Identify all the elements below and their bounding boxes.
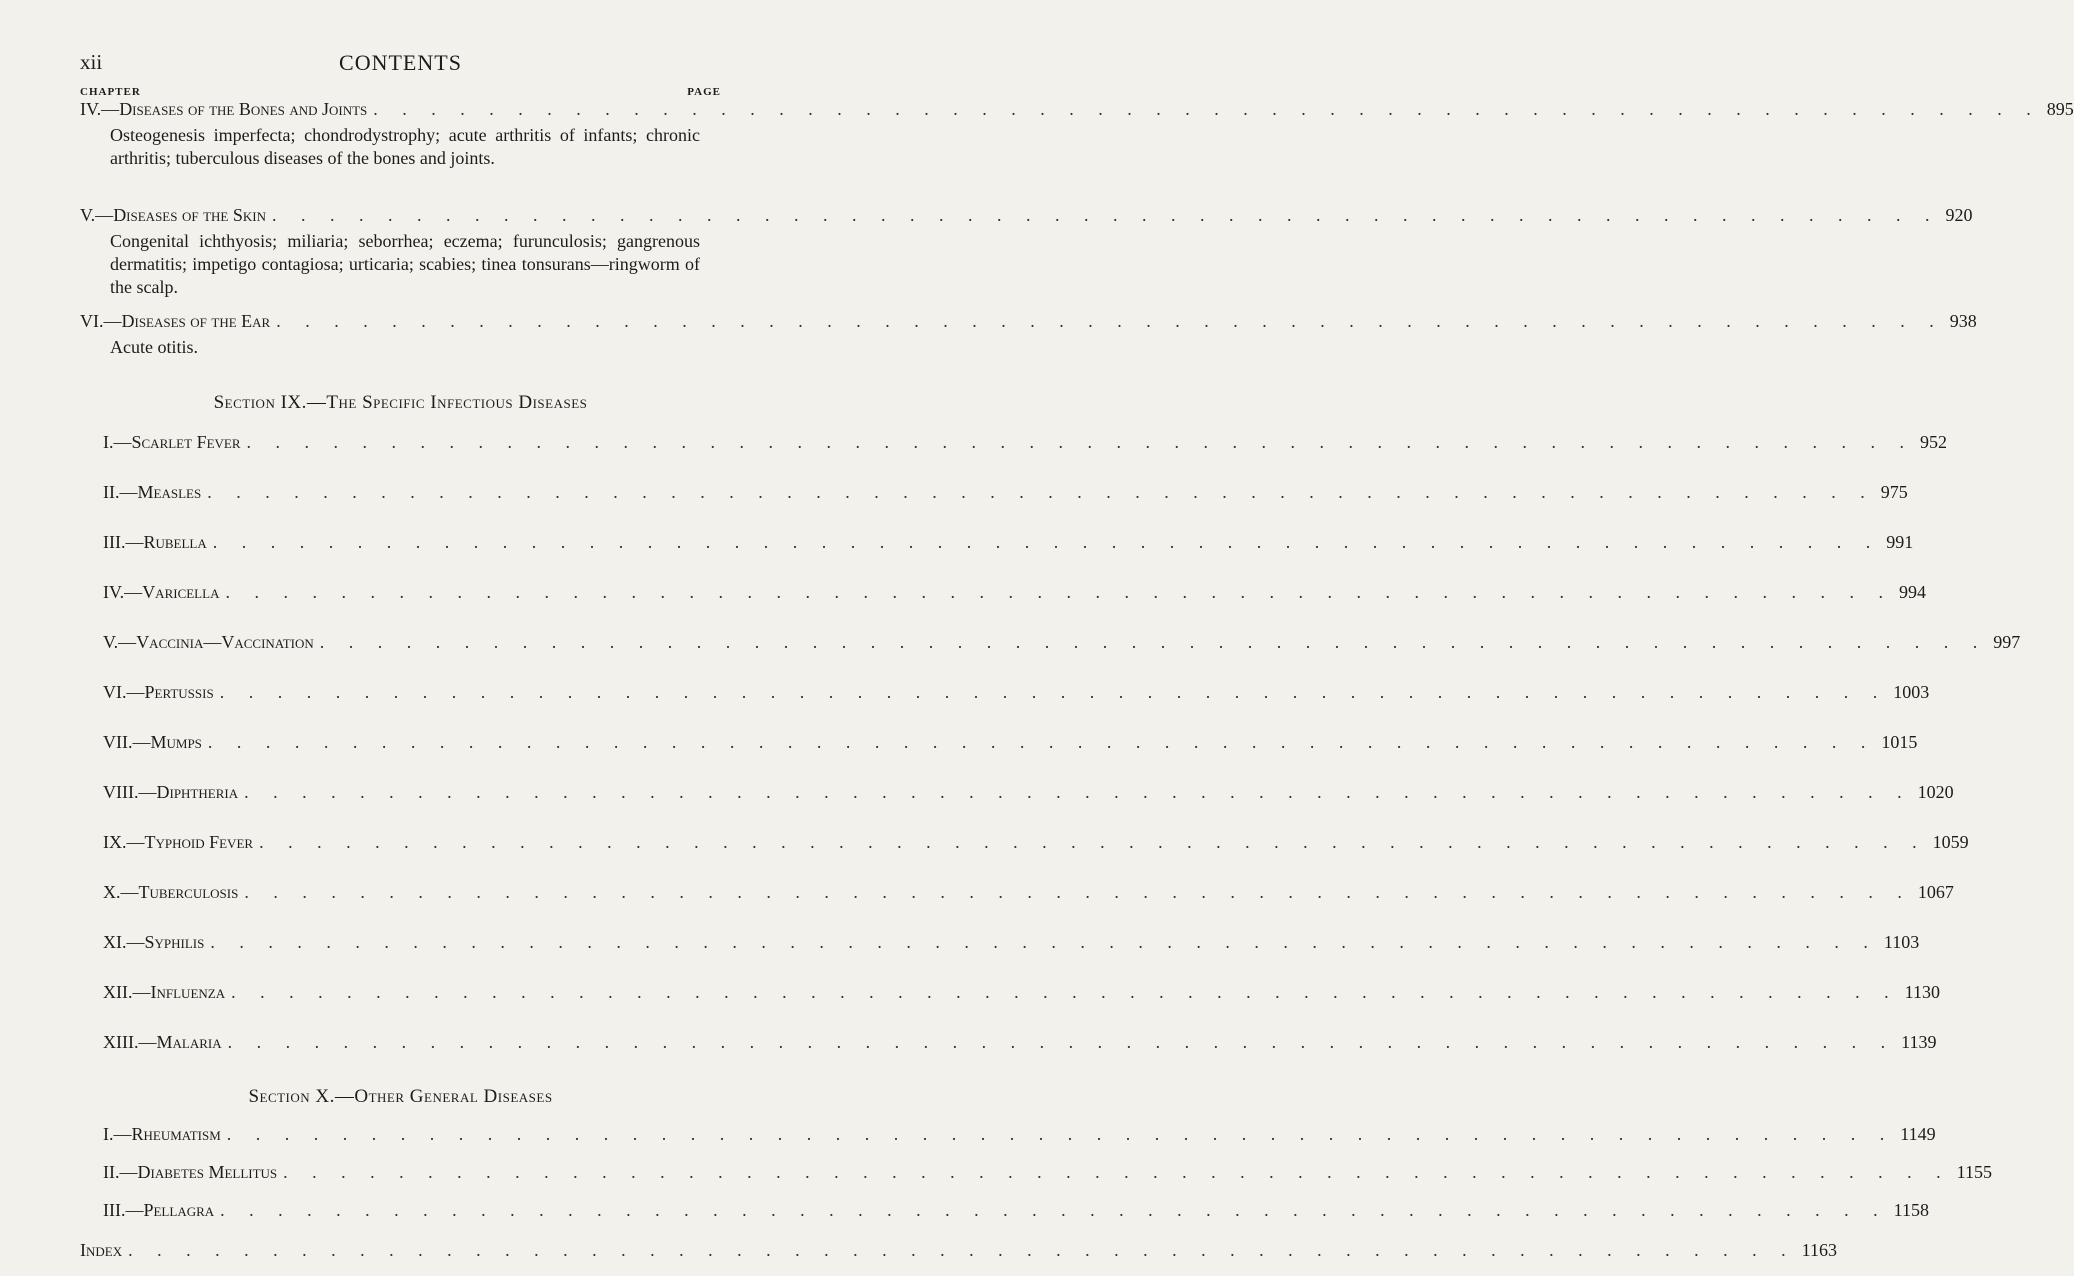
toc-entry xyxy=(103,632,2021,653)
toc-entry xyxy=(103,882,1954,903)
page-number: xii xyxy=(80,50,103,74)
toc-entry xyxy=(103,482,1908,503)
dot-leader: . . . . . . . . . . . . . . . . . . . . . . . . . . . . . . . . . . . . . . . . . . . . . . . . . . . . . . . . . . xyxy=(231,982,1899,1002)
toc-entry xyxy=(80,205,1973,226)
dot-leader: . . . . . . . . . . . . . . . . . . . . . . . . . . . . . . . . . . . . . . . . . . . . . . . . . . . . . . . . . . xyxy=(227,1032,1896,1052)
chapter-number: IV.— xyxy=(80,99,120,119)
chapter-title: Scarlet Fever xyxy=(131,432,241,452)
page-ref: 1003 xyxy=(1893,682,1930,702)
dot-leader: . . . . . . . . . . . . . . . . . . . . . . . . . . . . . . . . . . . . . . . . . . . . . . . . . . . . . . . . . . xyxy=(220,1200,1888,1220)
page-ref: 952 xyxy=(1920,432,1948,452)
chapter-number: IX.— xyxy=(103,832,145,852)
page-ref: 895 xyxy=(2046,99,2074,119)
section-heading: Section IX.—The Specific Infectious Diseases xyxy=(213,392,588,413)
page-ref: 1158 xyxy=(1893,1200,1929,1220)
dot-leader: . . . . . . . . . . . . . . . . . . . . . . . . . . . . . . . . . . . . . . . . . . . . . . . . . . . . . . . . . . xyxy=(225,582,1893,602)
dot-leader: . . . . . . . . . . . . . . . . . . . . . . . . . . . . . . . . . . . . . . . . . . . . . . . . . . . . . . . . . . xyxy=(128,1240,1796,1260)
page-ref: 975 xyxy=(1880,482,1908,502)
chapter-number: V.— xyxy=(103,632,137,652)
chapter-number: X.— xyxy=(103,882,139,902)
dot-leader: . . . . . . . . . . . . . . . . . . . . . . . . . . . . . . . . . . . . . . . . . . . . . . . . . . . . . . . . . . xyxy=(276,311,1944,331)
page-ref: 1059 xyxy=(1932,832,1969,852)
page-ref: 1020 xyxy=(1917,782,1954,802)
chapter-title: Pellagra xyxy=(143,1200,215,1220)
dot-leader: . . . . . . . . . . . . . . . . . . . . . . . . . . . . . . . . . . . . . . . . . . . . . . . . . . . . . . . . . . xyxy=(319,632,1988,652)
page-ref: 1103 xyxy=(1883,932,1920,952)
dot-leader: . . . . . . . . . . . . . . . . . . . . . . . . . . . . . . . . . . . . . . . . . . . . . . . . . . . . . . . . . . xyxy=(226,1124,1895,1144)
toc-entry xyxy=(80,311,1977,332)
dot-leader: . . . . . . . . . . . . . . . . . . . . . . . . . . . . . . . . . . . . . . . . . . . . . . . . . . . . . . . . . . xyxy=(373,99,2041,119)
page-ref: 920 xyxy=(1945,205,1973,225)
dot-leader: . . . . . . . . . . . . . . . . . . . . . . . . . . . . . . . . . . . . . . . . . . . . . . . . . . . . . . . . . . xyxy=(212,532,1881,552)
chapter-title: Diabetes Mellitus xyxy=(137,1162,278,1182)
toc-entry xyxy=(103,732,1918,753)
page-ref: 938 xyxy=(1949,311,1977,331)
chapter-title: Rheumatism xyxy=(131,1124,221,1144)
chapter-number: XI.— xyxy=(103,932,145,952)
chapter-number: IV.— xyxy=(103,582,143,602)
toc-entry xyxy=(103,982,1940,1003)
dot-leader: . . . . . . . . . . . . . . . . . . . . . . . . . . . . . . . . . . . . . . . . . . . . . . . . . . . . . . . . . . xyxy=(210,932,1878,952)
toc-entry xyxy=(103,432,1948,453)
toc-entry xyxy=(103,1162,1992,1183)
chapter-number: I.— xyxy=(103,432,132,452)
chapter-title: Measles xyxy=(137,482,202,502)
section-heading: Section X.—Other General Diseases xyxy=(248,1086,553,1107)
toc-entry-index xyxy=(80,1240,1837,1261)
toc-entry xyxy=(80,99,2074,120)
running-title: CONTENTS xyxy=(339,50,462,75)
toc-entry xyxy=(103,1124,1936,1145)
chapter-title: Influenza xyxy=(150,982,226,1002)
dot-leader: . . . . . . . . . . . . . . . . . . . . . . . . . . . . . . . . . . . . . . . . . . . . . . . . . . . . . . . . . . xyxy=(246,432,1915,452)
chapter-description: Acute otitis. xyxy=(110,337,198,357)
chapter-title: Diseases of the Skin xyxy=(113,205,266,225)
page-column-label: PAGE xyxy=(687,86,721,98)
page-ref: 991 xyxy=(1886,532,1914,552)
toc-entry xyxy=(103,532,1914,553)
dot-leader: . . . . . . . . . . . . . . . . . . . . . . . . . . . . . . . . . . . . . . . . . . . . . . . . . . . . . . . . . . xyxy=(207,732,1876,752)
page-ref: 994 xyxy=(1898,582,1926,602)
toc-entry xyxy=(103,1032,1937,1053)
chapter-description: Osteogenesis imperfecta; chondrodystrophy; acute arthritis of infants; chronic arthritis; tuberculous diseases of the bones and joints. xyxy=(110,125,700,168)
chapter-column-label: CHAPTER xyxy=(80,86,141,98)
dot-leader: . . . . . . . . . . . . . . . . . . . . . . . . . . . . . . . . . . . . . . . . . . . . . . . . . . . . . . . . . . xyxy=(283,1162,1951,1182)
dot-leader: . . . . . . . . . . . . . . . . . . . . . . . . . . . . . . . . . . . . . . . . . . . . . . . . . . . . . . . . . . xyxy=(259,832,1927,852)
toc-entry xyxy=(103,832,1969,853)
chapter-number: XIII.— xyxy=(103,1032,157,1052)
dot-leader: . . . . . . . . . . . . . . . . . . . . . . . . . . . . . . . . . . . . . . . . . . . . . . . . . . . . . . . . . . xyxy=(244,882,1912,902)
chapter-title: Vaccinia—Vaccination xyxy=(136,632,314,652)
page-ref: 1015 xyxy=(1881,732,1918,752)
chapter-title: Typhoid Fever xyxy=(144,832,254,852)
chapter-description: Congenital ichthyosis; miliaria; seborrhea; eczema; furunculosis; gangrenous dermatitis; impetigo contagiosa; urticaria; scabies; tinea tonsurans—ringworm of the scalp. xyxy=(110,231,700,297)
chapter-number: VI.— xyxy=(103,682,145,702)
toc-entry xyxy=(103,1200,1929,1221)
page-ref: 1130 xyxy=(1904,982,1940,1002)
dot-leader: . . . . . . . . . . . . . . . . . . . . . . . . . . . . . . . . . . . . . . . . . . . . . . . . . . . . . . . . . . xyxy=(207,482,1875,502)
chapter-title: Mumps xyxy=(150,732,202,752)
page-ref: 1163 xyxy=(1801,1240,1837,1260)
chapter-title: Diphtheria xyxy=(156,782,239,802)
toc-entry xyxy=(103,682,1930,703)
chapter-number: III.— xyxy=(103,532,144,552)
toc-entry xyxy=(103,582,1926,603)
page-ref: 1155 xyxy=(1956,1162,1992,1182)
chapter-title: Malaria xyxy=(156,1032,222,1052)
chapter-number: VII.— xyxy=(103,732,151,752)
page-ref: 1139 xyxy=(1901,1032,1937,1052)
index-title: Index xyxy=(80,1240,123,1260)
chapter-number: V.— xyxy=(80,205,114,225)
page-ref: 1067 xyxy=(1917,882,1954,902)
chapter-number: III.— xyxy=(103,1200,144,1220)
chapter-number: II.— xyxy=(103,1162,138,1182)
dot-leader: . . . . . . . . . . . . . . . . . . . . . . . . . . . . . . . . . . . . . . . . . . . . . . . . . . . . . . . . . . xyxy=(271,205,1940,225)
dot-leader: . . . . . . . . . . . . . . . . . . . . . . . . . . . . . . . . . . . . . . . . . . . . . . . . . . . . . . . . . . xyxy=(244,782,1912,802)
chapter-title: Diseases of the Bones and Joints xyxy=(119,99,368,119)
page-ref: 997 xyxy=(1993,632,2021,652)
page-ref: 1149 xyxy=(1900,1124,1936,1144)
toc-entry xyxy=(103,782,1954,803)
toc-entry xyxy=(103,932,1920,953)
chapter-number: I.— xyxy=(103,1124,132,1144)
chapter-title: Varicella xyxy=(142,582,220,602)
chapter-title: Rubella xyxy=(143,532,207,552)
chapter-title: Tuberculosis xyxy=(138,882,239,902)
chapter-title: Pertussis xyxy=(144,682,214,702)
chapter-title: Syphilis xyxy=(144,932,205,952)
chapter-title: Diseases of the Ear xyxy=(121,311,271,331)
chapter-number: VIII.— xyxy=(103,782,157,802)
chapter-number: VI.— xyxy=(80,311,122,331)
chapter-number: XII.— xyxy=(103,982,151,1002)
dot-leader: . . . . . . . . . . . . . . . . . . . . . . . . . . . . . . . . . . . . . . . . . . . . . . . . . . . . . . . . . . xyxy=(219,682,1888,702)
chapter-number: II.— xyxy=(103,482,138,502)
